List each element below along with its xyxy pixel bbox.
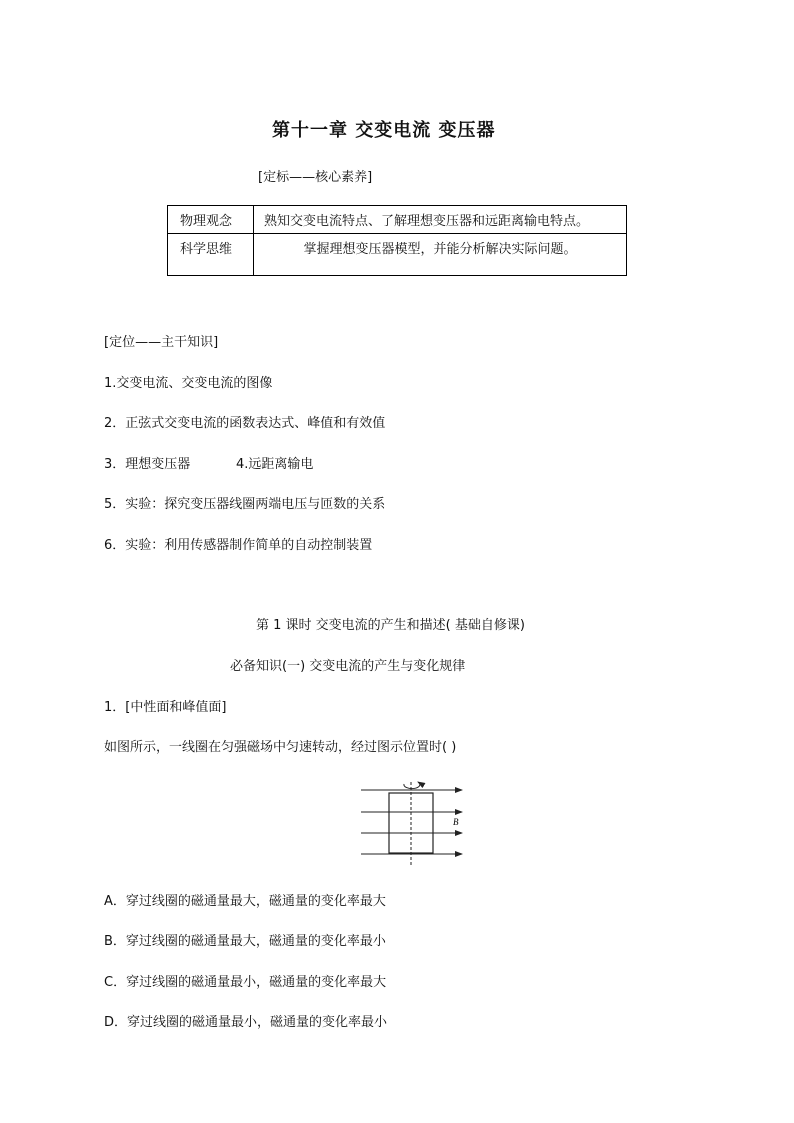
section-heading: 必备知识(一) 交变电流的产生与变化规律	[230, 659, 466, 674]
table-cell-key: 科学思维	[168, 234, 254, 276]
table-row	[168, 234, 627, 276]
knowledge-item: 2．正弦式交变电流的函数表达式、峰值和有效值	[104, 416, 386, 431]
knowledge-item: 5．实验：探究变压器线圈两端电压与匝数的关系	[104, 497, 386, 512]
lesson-title: 第 1 课时 交变电流的产生和描述( 基础自修课)	[256, 618, 525, 633]
table-cell-value: 掌握理想变压器模型，并能分析解决实际问题。	[254, 234, 627, 276]
table-row	[168, 206, 627, 234]
question-tag: 1．[中性面和峰值面]	[104, 700, 227, 715]
rotation-arrow-icon	[404, 782, 420, 789]
option-b: B．穿过线圈的磁通量最大，磁通量的变化率最小	[104, 934, 386, 949]
knowledge-item: 1.交变电流、交变电流的图像	[104, 376, 273, 391]
option-d: D．穿过线圈的磁通量最小，磁通量的变化率最小	[104, 1015, 388, 1030]
question-stem: 如图所示，一线圈在匀强磁场中匀速转动，经过图示位置时( )	[104, 740, 457, 755]
knowledge-item: 3．理想变压器	[104, 457, 191, 472]
table-cell-key: 物理观念	[168, 206, 254, 234]
core-literacy-table	[167, 205, 627, 276]
chapter-title: 第十一章 交变电流 变压器	[272, 120, 496, 141]
knowledge-item: 4.远距离输电	[236, 457, 314, 472]
coil-in-magnetic-field-figure	[356, 773, 468, 869]
option-a: A．穿过线圈的磁通量最大，磁通量的变化率最大	[104, 894, 386, 909]
main-knowledge-label: [定位——主干知识]	[104, 335, 219, 350]
knowledge-item: 6．实验：利用传感器制作简单的自动控制装置	[104, 538, 373, 553]
core-literacy-label: [定标——核心素养]	[258, 170, 373, 185]
table-cell-value: 熟知交变电流特点、了解理想变压器和远距离输电特点。	[254, 206, 627, 234]
option-c: C．穿过线圈的磁通量最小，磁通量的变化率最大	[104, 975, 387, 990]
field-label: B	[453, 817, 459, 827]
